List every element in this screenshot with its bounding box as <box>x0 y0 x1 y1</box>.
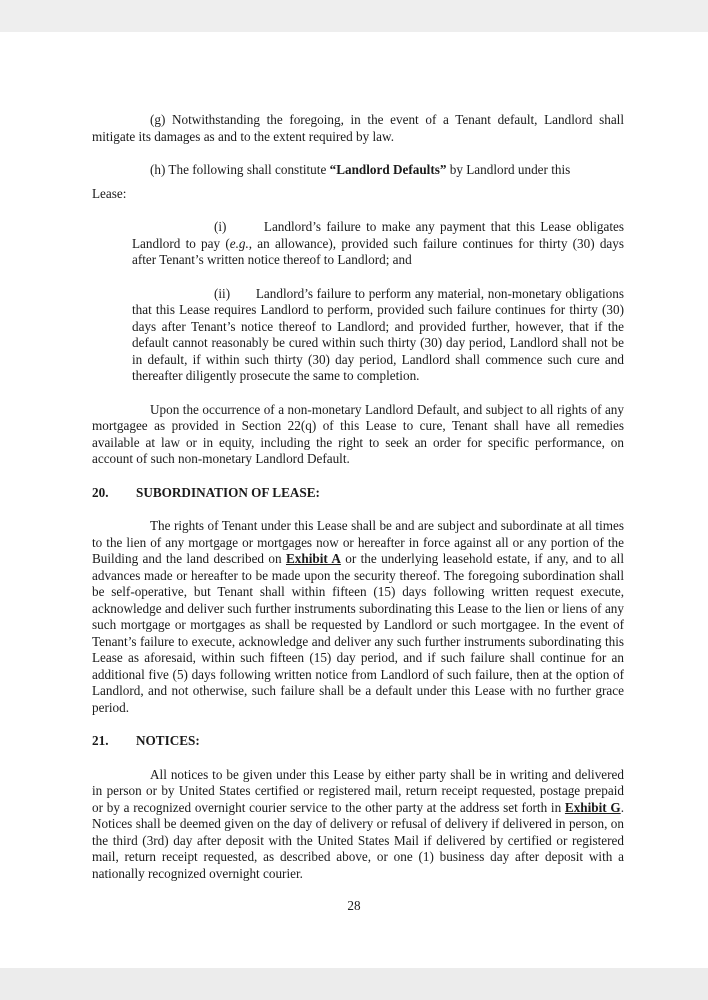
section-20-number: 20. <box>92 484 109 500</box>
clause-h-tail: Lease: <box>92 185 127 201</box>
section-20-body: The rights of Tenant under this Lease shall be and are subject and subordinate at all times to the lien of any mortgage or mortgages now or hereafter in force against all or any portion of the Building and the land described on Exhibit A or the underlying leasehold estate, if any, and to all advances made or hereafter to be made upon the security thereof. The foregoing subordination shall be self-operative, but Tenant shall within fifteen (15) days following written request execute, acknowledge and deliver such further instruments subordinating this Lease to the lien or liens of any such mortgage or mortgages as shall be requested by Landlord or such mortgagee. In the event of Tenant’s failure to execute, acknowledge and deliver any such further instruments subordinating this Lease as aforesaid, within such fifteen (15) day period, and if such failure shall continue for an additional five (5) days following written notice from Landlord of such failure, then at the option of Landlord, and not otherwise, such failure shall be a default under this Lease with no further grace period. <box>92 518 624 715</box>
page-content <box>92 112 624 882</box>
page-number: 28 <box>347 898 361 913</box>
defined-term-landlord-defaults: “Landlord Defaults” <box>329 162 447 177</box>
section-20-title: SUBORDINATION OF LEASE: <box>136 484 320 500</box>
clause-h-ii: (ii) Landlord’s failure to perform any material, non-monetary obligations that this Lease requires Landlord to perform, provided such failure continues for thirty (30) days after Tenant’s notice thereof to Landlord; and provided further, however, that if the default cannot reasonably be cured within such thirty (30) day period, Landlord shall not be in default, if within such thirty (30) day period, Landlord shall commence such cure and thereafter diligently prosecute the same to completion. <box>132 285 624 383</box>
clause-h-i-label: (i) <box>214 219 227 234</box>
section-21-heading <box>92 733 624 750</box>
clause-h: (h) The following shall constitute “Landlord Defaults” by Landlord under this <box>150 162 571 177</box>
clause-h-i: (i) Landlord’s failure to make any payment that this Lease obligates Landlord to pay (e.g., an allowance), provided such failure continues for thirty (30) days after Tenant’s written notice thereof to Landlord; and <box>132 219 625 267</box>
remedies-paragraph: Upon the occurrence of a non-monetary Landlord Default, and subject to all rights of any mortgagee as provided in Section 22(q) of this Lease to cure, Tenant shall have all remedies available at law or in equity, including the right to seek an order for specific performance, on account of such non-monetary Landlord Default. <box>92 401 624 466</box>
exhibit-g-reference: Exhibit G <box>564 799 621 815</box>
section-21-number: 21. <box>92 733 109 748</box>
exhibit-a-reference: Exhibit A <box>285 551 341 566</box>
section-21-title: NOTICES: <box>136 733 200 748</box>
section-21-body: All notices to be given under this Lease by either party shall be in writing and delivered in person or by United States certified or registered mail, return receipt requested, postage prepaid or by a recognized overnight courier service to the other party at the address set forth in Exhibit G. Notices shall be deemed given on the day of delivery or refusal of delivery if delivered in person, on the third (3rd) day after deposit with the United States Mail if delivered by certified or registered mail, return receipt requested, as described above, or one (1) business day after deposit with a nationally recognized overnight courier. <box>92 766 624 881</box>
document-page <box>0 32 708 968</box>
clause-g: (g) Notwithstanding the foregoing, in the event of a Tenant default, Landlord shall mitigate its damages as and to the extent required by law. <box>92 112 624 144</box>
clause-h-ii-label: (ii) <box>214 285 231 301</box>
scan-bottom-margin <box>0 968 708 1000</box>
scan-top-margin <box>0 0 708 32</box>
section-20-heading <box>92 485 624 502</box>
